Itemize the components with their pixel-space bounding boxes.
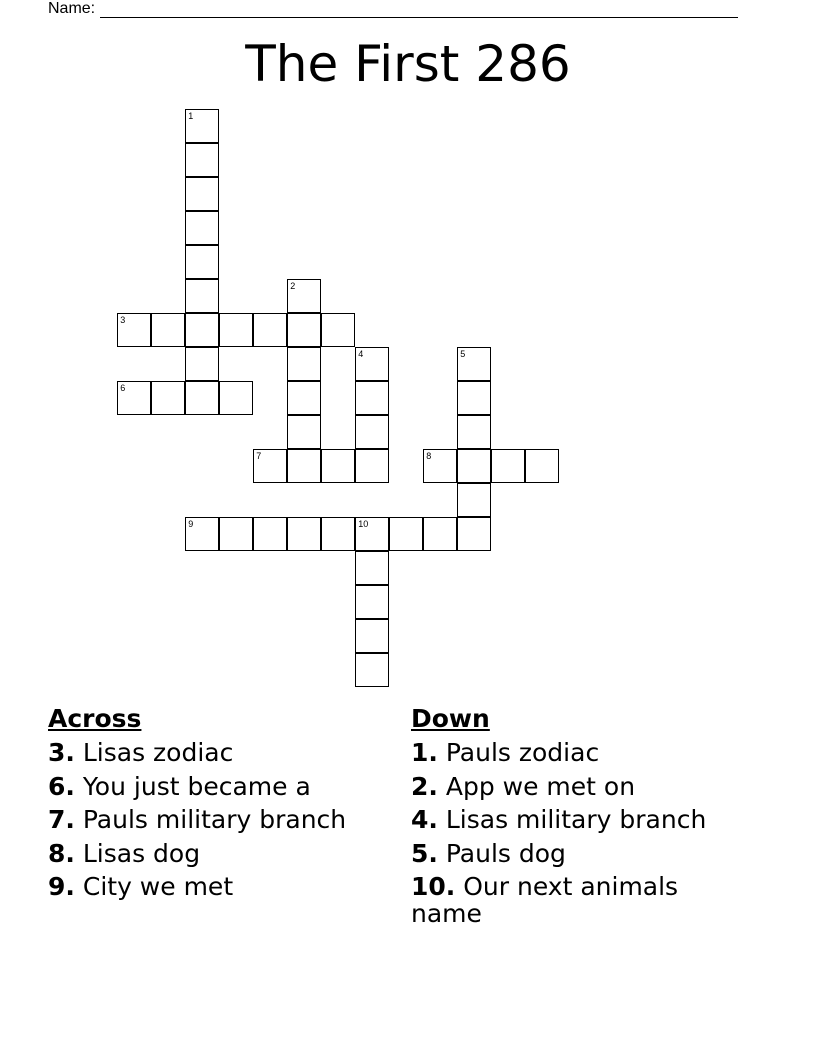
clue-number: 1 [188, 111, 194, 122]
grid-cell[interactable] [185, 517, 219, 551]
grid-cell[interactable] [287, 449, 321, 483]
clue-across-3: 3. Lisas zodiac [48, 738, 234, 767]
grid-cell[interactable] [287, 381, 321, 415]
grid-cell[interactable] [185, 177, 219, 211]
across-clues [48, 702, 408, 904]
name-label: Name: [48, 0, 96, 17]
grid-cell[interactable] [457, 415, 491, 449]
clue-number: 2 [290, 281, 296, 292]
grid-cell[interactable] [423, 517, 457, 551]
clue-number: 4 [358, 349, 364, 360]
grid-cell[interactable] [151, 381, 185, 415]
grid-cell[interactable] [253, 517, 287, 551]
grid-cell[interactable] [253, 313, 287, 347]
clue-down-5: 5. Pauls dog [411, 838, 566, 868]
grid-cell[interactable] [355, 517, 389, 551]
grid-cell[interactable] [151, 313, 185, 347]
page-title: The First 286 [245, 35, 571, 93]
grid-cell[interactable] [389, 517, 423, 551]
clue-number: 6 [120, 383, 126, 394]
down-heading: Down [411, 704, 490, 733]
grid-cell[interactable] [355, 347, 389, 381]
grid-cell[interactable] [185, 381, 219, 415]
clue-number: 9 [188, 519, 194, 530]
grid-cell[interactable] [321, 517, 355, 551]
across-heading: Across [48, 704, 142, 733]
grid-cell[interactable] [355, 619, 389, 653]
grid-cell[interactable] [287, 347, 321, 381]
clue-down-2: 2. App we met on [411, 771, 636, 801]
grid-cell[interactable] [457, 449, 491, 483]
grid-cell[interactable] [287, 279, 321, 313]
clue-across-6: 6. You just became a [48, 771, 311, 801]
clue-number: 3 [120, 315, 126, 326]
grid-cell[interactable] [185, 347, 219, 381]
clue-number: 10 [358, 519, 369, 530]
grid-cell[interactable] [355, 585, 389, 619]
grid-cell[interactable] [287, 517, 321, 551]
clue-down-1: 1. Pauls zodiac [411, 738, 600, 767]
clue-down-10: 10. Our next animals name [411, 872, 679, 928]
grid-cell[interactable] [321, 313, 355, 347]
grid-cell[interactable] [355, 653, 389, 687]
grid-cell[interactable] [117, 381, 151, 415]
grid-cell[interactable] [287, 415, 321, 449]
grid-cell[interactable] [185, 143, 219, 177]
grid-cell[interactable] [287, 313, 321, 347]
grid-cell[interactable] [117, 313, 151, 347]
clue-across-9: 9. City we met [48, 872, 234, 901]
grid-cell[interactable] [491, 449, 525, 483]
clue-number: 5 [460, 349, 466, 360]
clue-down-4: 4. Lisas military branch [411, 805, 707, 834]
grid-cell[interactable] [219, 313, 253, 347]
grid-cell[interactable] [355, 415, 389, 449]
grid-cell[interactable] [185, 245, 219, 279]
grid-cell[interactable] [219, 381, 253, 415]
grid-cell[interactable] [355, 551, 389, 585]
grid-cell[interactable] [253, 449, 287, 483]
clue-across-7: 7. Pauls military branch [48, 805, 347, 834]
clue-across-8: 8. Lisas dog [48, 838, 201, 868]
grid-cell[interactable] [355, 449, 389, 483]
grid-cell[interactable] [457, 381, 491, 415]
grid-cell[interactable] [457, 347, 491, 381]
down-clues [411, 702, 741, 927]
grid-cell[interactable] [185, 109, 219, 143]
grid-cell[interactable] [185, 313, 219, 347]
grid-cell[interactable] [525, 449, 559, 483]
grid-cell[interactable] [457, 483, 491, 517]
grid-cell[interactable] [457, 517, 491, 551]
grid-cell[interactable] [185, 211, 219, 245]
grid-cell[interactable] [355, 381, 389, 415]
clue-number: 7 [256, 451, 262, 462]
clue-number: 8 [426, 451, 432, 462]
grid-cell[interactable] [185, 279, 219, 313]
grid-cell[interactable] [423, 449, 457, 483]
grid-cell[interactable] [321, 449, 355, 483]
grid-cell[interactable] [219, 517, 253, 551]
